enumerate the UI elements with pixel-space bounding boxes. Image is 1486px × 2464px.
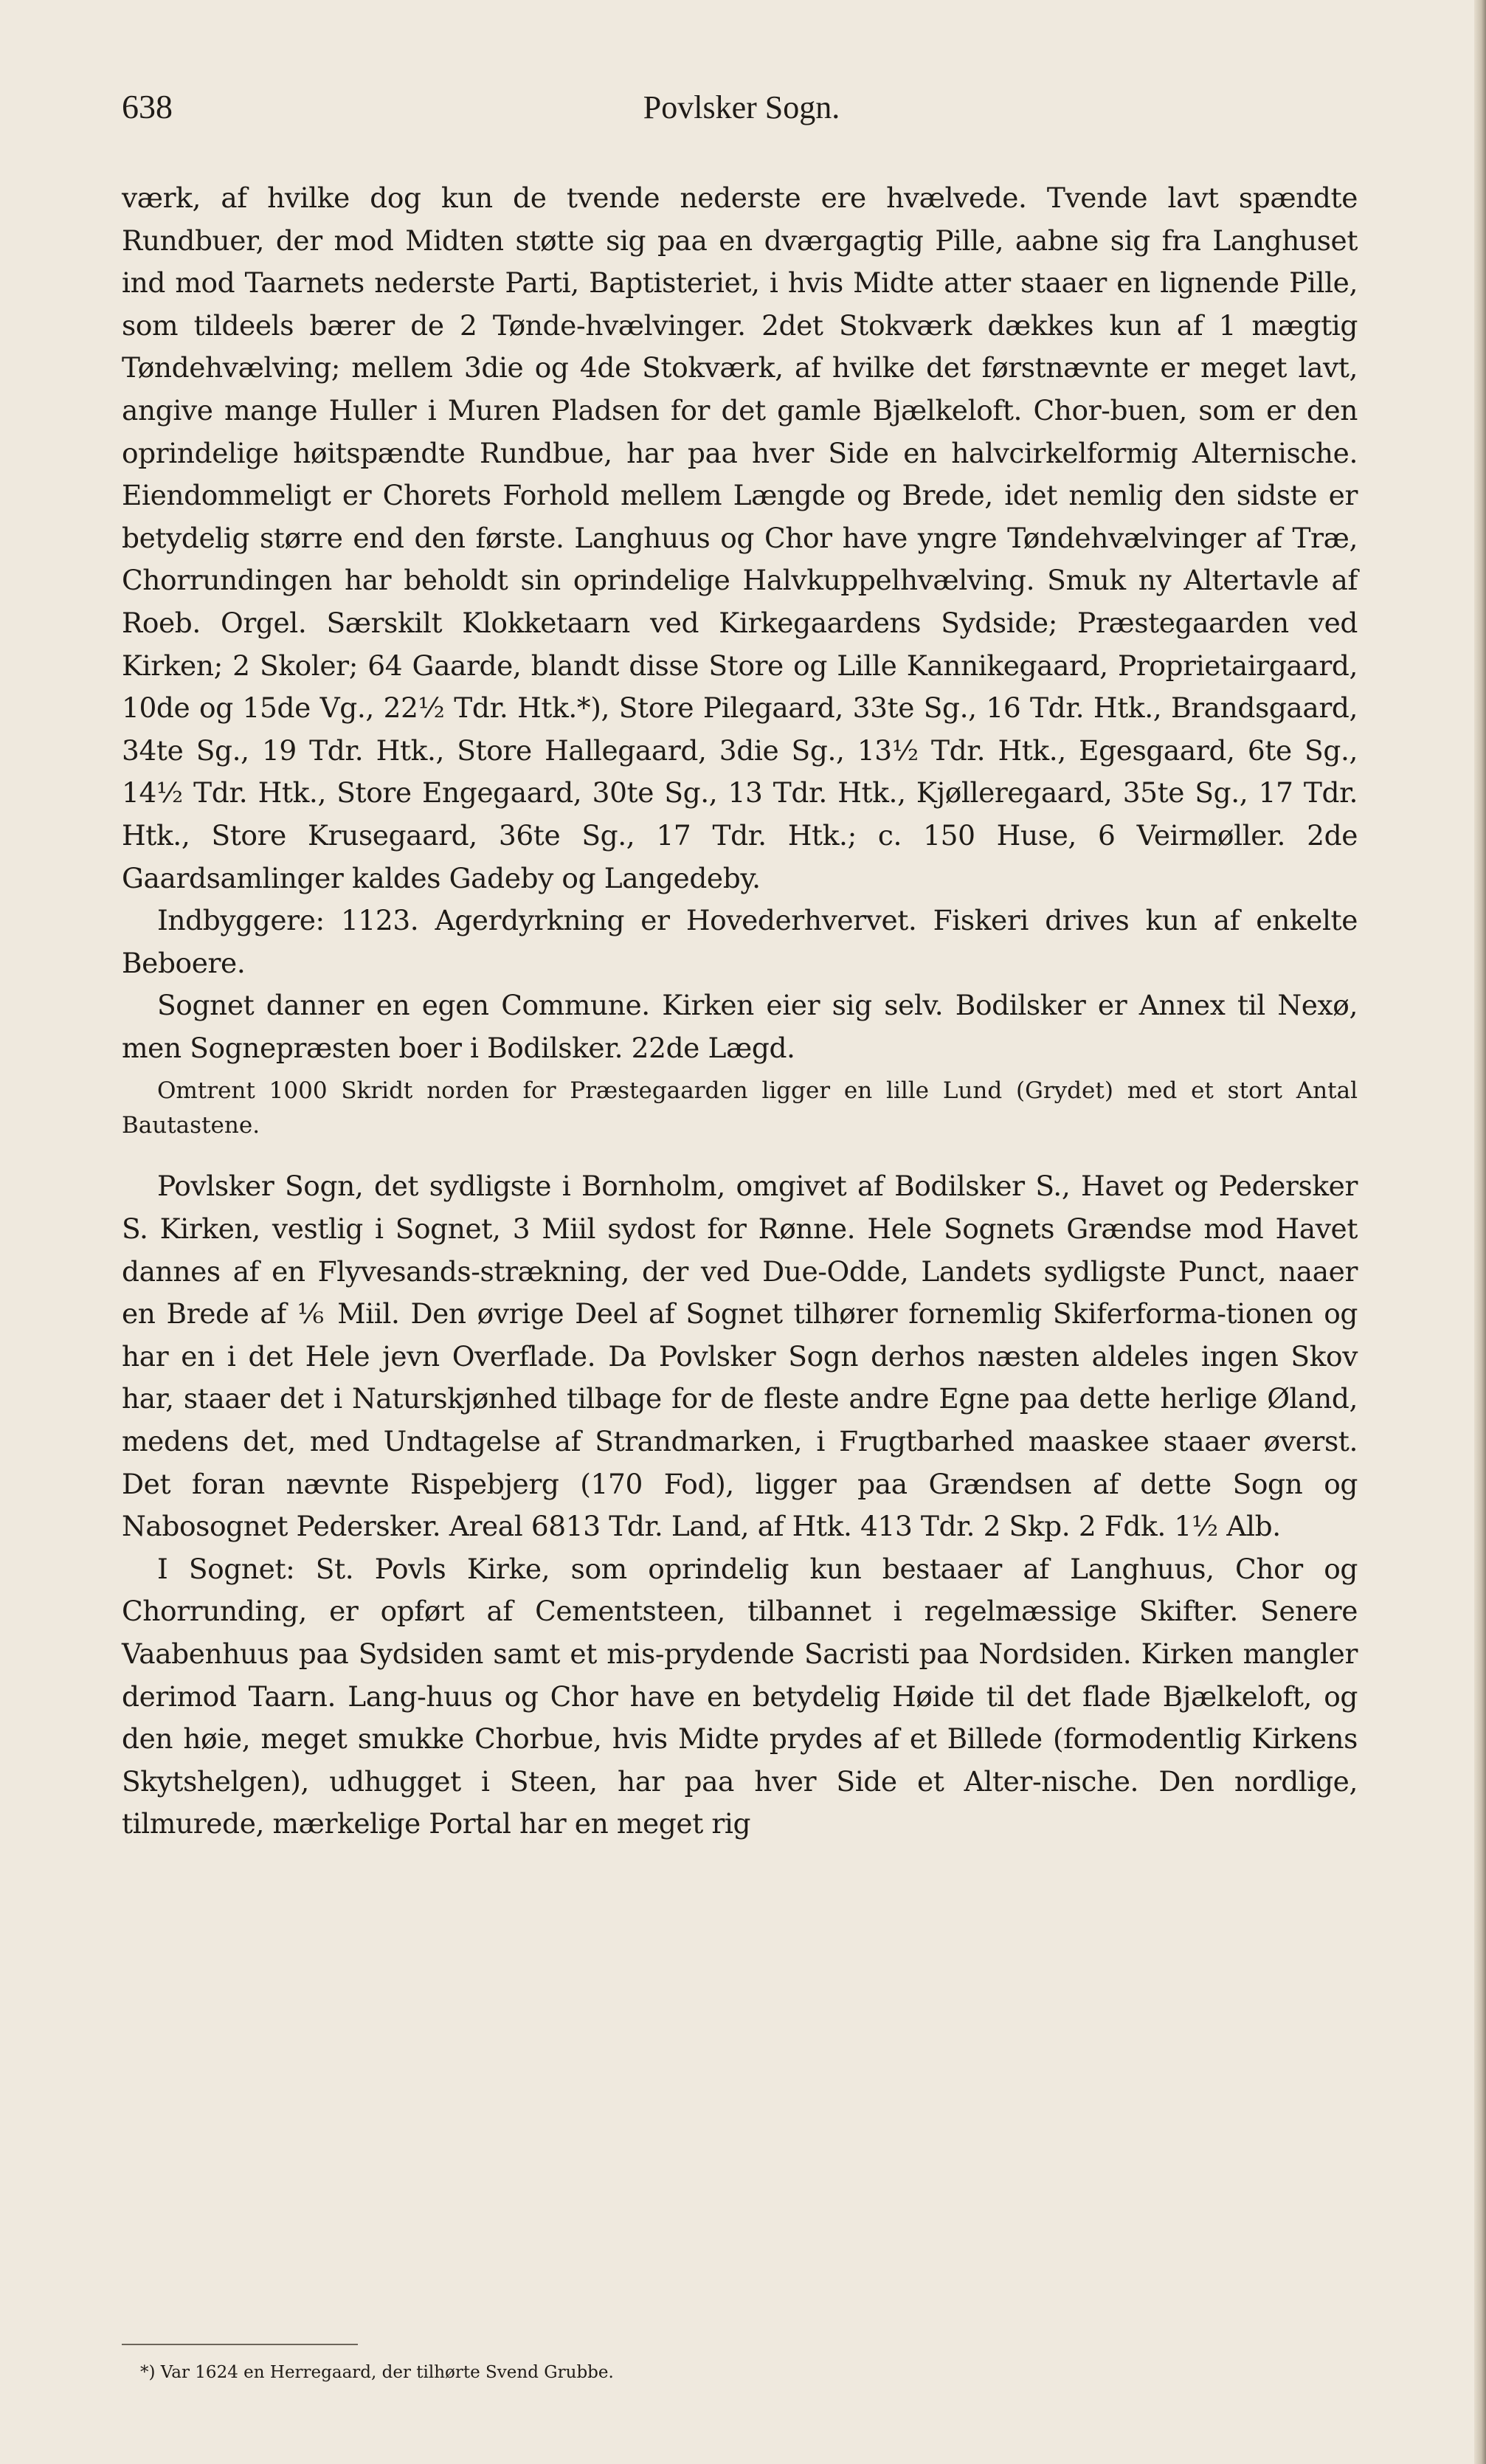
section-gap xyxy=(122,1143,1358,1165)
paragraph-bautastene-note: Omtrent 1000 Skridt norden for Præstegaarden ligger en lille Lund (Grydet) med et stort Antal Bautastene. xyxy=(122,1077,1358,1139)
paragraph-church-description: værk, af hvilke dog kun de tvende nederste ere hvælvede. Tvende lavt spændte Rundbuer, der mod Midten støtte sig paa en dværgagtig Pille, aabne sig fra Langhuset ind mod Taarnets nederste Parti, Baptisteriet, i hvis Midte atter staaer en lignende Pille, som tildeels bærer de 2 Tønde-hvælvinger. 2det Stokværk dækkes kun af 1 mægtig Tøndehvælving; mellem 3die og 4de Stokværk, af hvilke det førstnævnte er meget lavt, angive mange Huller i Muren Pladsen for det gamle Bjælkeloft. Chor-buen, som er den oprindelige høitspændte Rundbue, har paa hver Side en halvcirkelformig Alternische. Eiendommeligt er Chorets Forhold mellem Længde og Brede, idet nemlig den sidste er betydelig større end den første. Langhuus og Chor have yngre Tøndehvælvinger af Træ, Chorrundingen har beholdt sin oprindelige Halvkuppelhvælving. Smuk ny Altertavle af Roeb. Orgel. Særskilt Klokketaarn ved Kirkegaardens Sydside; Præstegaarden ved Kirken; 2 Skoler; 64 Gaarde, blandt disse Store og Lille Kannikegaard, Proprietairgaard, 10de og 15de Vg., 22½ Tdr. Htk.*), Store Pilegaard, 33te Sg., 16 Tdr. Htk., Brandsgaard, 34te Sg., 19 Tdr. Htk., Store Hallegaard, 3die Sg., 13½ Tdr. Htk., Egesgaard, 6te Sg., 14½ Tdr. Htk., Store Engegaard, 30te Sg., 13 Tdr. Htk., Kjølleregaard, 35te Sg., 17 Tdr. Htk., Store Krusegaard, 36te Sg., 17 Tdr. Htk.; c. 150 Huse, 6 Veirmøller. 2de Gaardsamlinger kaldes Gadeby og Langedeby. xyxy=(122,182,1358,894)
page-edge-shadow xyxy=(1474,0,1486,2464)
page-header xyxy=(122,87,1361,131)
running-title: Povlsker Sogn. xyxy=(643,89,840,125)
paragraph-povlsker-sogn: Povlsker Sogn, det sydligste i Bornholm, omgivet af Bodilsker S., Havet og Pedersker S. Kirken, vestlig i Sognet, 3 Miil sydost for Rønne. Hele Sognets Grændse mod Havet dannes af en Flyvesands-strækning, der ved Due-Odde, Landets sydligste Punct, naaer en Brede af ⅙ Miil. Den øvrige Deel af Sognet tilhører fornemlig Skiferforma-tionen og har en i det Hele jevn Overflade. Da Povlsker Sogn derhos næsten aldeles ingen Skov har, staaer det i Naturskjønhed tilbage for de fleste andre Egne paa dette herlige Øland, medens det, med Undtagelse af Strandmarken, i Frugtbarhed maaskee staaer øverst. Det foran nævnte Rispebjerg (170 Fod), ligger paa Grændsen af dette Sogn og Nabosognet Pedersker. Areal 6813 Tdr. Land, af Htk. 413 Tdr. 2 Skp. 2 Fdk. 1½ Alb. xyxy=(122,1170,1358,1543)
footnote: *) Var 1624 en Herregaard, der tilhørte Svend Grubbe. xyxy=(140,2363,614,2382)
footnote-divider xyxy=(122,2344,358,2345)
paragraph-commune: Sognet danner en egen Commune. Kirken eier sig selv. Bodilsker er Annex til Nexø, men Sognepræsten boer i Bodilsker. 22de Lægd. xyxy=(122,989,1358,1064)
body-text xyxy=(122,177,1358,1846)
page-number: 638 xyxy=(122,88,173,125)
paragraph-inhabitants: Indbyggere: 1123. Agerdyrkning er Hovederhvervet. Fiskeri drives kun af enkelte Beboere. xyxy=(122,904,1358,979)
paragraph-st-povls-kirke: I Sognet: St. Povls Kirke, som oprindelig kun bestaaer af Langhuus, Chor og Chorrunding, er opført af Cementsteen, tilbannet i regelmæssige Skifter. Senere Vaabenhuus paa Sydsiden samt et mis-prydende Sacristi paa Nordsiden. Kirken mangler derimod Taarn. Lang-huus og Chor have en betydelig Høide til det flade Bjælkeloft, og den høie, meget smukke Chorbue, hvis Midte prydes af et Billede (formodentlig Kirkens Skytshelgen), udhugget i Steen, har paa hver Side et Alter-nische. Den nordlige, tilmurede, mærkelige Portal har en meget rig xyxy=(122,1552,1358,1840)
